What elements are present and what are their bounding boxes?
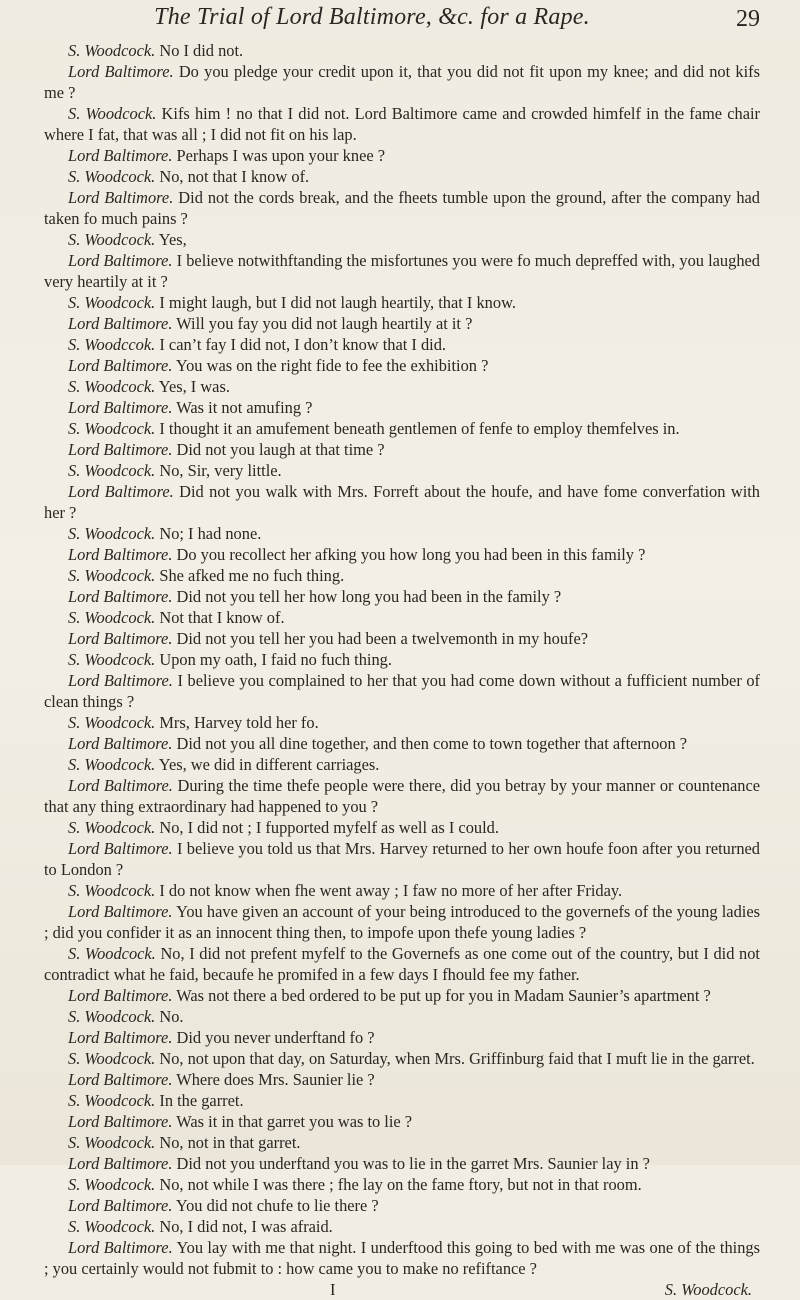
speech-text: Did not you tell her you had been a twelvemonth in my houfe? bbox=[176, 629, 589, 648]
dialogue-paragraph bbox=[44, 166, 760, 187]
speaker-name: Lord Baltimore. bbox=[68, 671, 173, 690]
speaker-name: Lord Baltimore. bbox=[68, 734, 173, 753]
dialogue-paragraph bbox=[44, 397, 760, 418]
speaker-name: S. Woodcock. bbox=[68, 167, 156, 186]
speech-text: Do you pledge your credit upon it, that you did not fit upon my knee; and did not kifs me ? bbox=[44, 62, 761, 102]
speaker-name: Lord Baltimore. bbox=[68, 356, 173, 375]
catchline bbox=[44, 1279, 760, 1300]
dialogue-paragraph bbox=[44, 985, 760, 1006]
dialogue-paragraph bbox=[44, 1237, 760, 1279]
running-head: The Trial of Lord Baltimore, &c. for a Rape. bbox=[154, 4, 590, 30]
dialogue-paragraph bbox=[44, 1132, 760, 1153]
trial-transcript bbox=[44, 40, 760, 1279]
speech-text: No. bbox=[159, 1007, 184, 1026]
speech-text: No, not while I was there ; fhe lay on the fame ftory, but not in that room. bbox=[159, 1175, 642, 1194]
speech-text: Perhaps I was upon your knee ? bbox=[176, 146, 385, 165]
dialogue-paragraph bbox=[44, 1111, 760, 1132]
dialogue-paragraph bbox=[44, 439, 760, 460]
speech-text: No, Sir, very little. bbox=[159, 461, 282, 480]
dialogue-paragraph bbox=[44, 187, 760, 229]
dialogue-paragraph bbox=[44, 103, 760, 145]
dialogue-paragraph bbox=[44, 1153, 760, 1174]
speech-text: During the time thefe people were there, did you betray by your manner or countenance that any thing extraordinary had happened to you ? bbox=[44, 776, 760, 816]
speaker-name: S. Woodcock. bbox=[68, 1049, 156, 1068]
speaker-name: Lord Baltimore. bbox=[68, 1112, 173, 1131]
dialogue-paragraph bbox=[44, 334, 760, 355]
page-number: 29 bbox=[736, 6, 760, 32]
dialogue-paragraph bbox=[44, 460, 760, 481]
speech-text: Upon my oath, I faid no fuch thing. bbox=[159, 650, 392, 669]
dialogue-paragraph bbox=[44, 712, 760, 733]
speaker-name: S. Woodcock. bbox=[68, 41, 156, 60]
dialogue-paragraph bbox=[44, 1216, 760, 1237]
dialogue-paragraph bbox=[44, 754, 760, 775]
speech-text: Was not there a bed ordered to be put up for you in Madam Saunier’s apartment ? bbox=[176, 986, 711, 1005]
speech-text: Mrs, Harvey told her fo. bbox=[159, 713, 319, 732]
speaker-name: S. Woodcock. bbox=[68, 419, 156, 438]
speech-text: Did not the cords break, and the fheets tumble upon the ground, after the company had taken fo much pains ? bbox=[44, 188, 760, 228]
speech-text: No; I had none. bbox=[159, 524, 262, 543]
speaker-name: Lord Baltimore. bbox=[68, 146, 173, 165]
dialogue-paragraph bbox=[44, 1174, 760, 1195]
catchword: S. Woodcock. bbox=[664, 1280, 752, 1299]
speaker-name: S. Woodcock. bbox=[68, 230, 156, 249]
speech-text: You was on the right fide to fee the exhibition ? bbox=[175, 356, 489, 375]
speaker-name: Lord Baltimore. bbox=[68, 1196, 173, 1215]
speech-text: She afked me no fuch thing. bbox=[159, 566, 345, 585]
dialogue-paragraph bbox=[44, 901, 760, 943]
speech-text: Did not you underftand you was to lie in the garret Mrs. Saunier lay in ? bbox=[176, 1154, 650, 1173]
speech-text: Will you fay you did not laugh heartily at it ? bbox=[176, 314, 473, 333]
dialogue-paragraph bbox=[44, 628, 760, 649]
speaker-name: Lord Baltimore. bbox=[68, 1028, 173, 1047]
dialogue-paragraph bbox=[44, 1027, 760, 1048]
speech-text: Kifs him ! no that I did not. Lord Baltimore came and crowded himfelf in the fame chair where I fat, that was all ; I did not fit on his lap. bbox=[44, 104, 760, 144]
dialogue-paragraph bbox=[44, 481, 760, 523]
dialogue-paragraph bbox=[44, 229, 760, 250]
speech-text: Did not you all dine together, and then come to town together that afternoon ? bbox=[176, 734, 688, 753]
speech-text: Did not you tell her how long you had been in the family ? bbox=[176, 587, 562, 606]
speaker-name: Lord Baltimore. bbox=[68, 314, 173, 333]
speech-text: Yes, I was. bbox=[158, 377, 230, 396]
dialogue-paragraph bbox=[44, 313, 760, 334]
speech-text: I might laugh, but I did not laugh heartily, that I know. bbox=[159, 293, 516, 312]
dialogue-paragraph bbox=[44, 607, 760, 628]
speaker-name: S. Woodcock. bbox=[68, 293, 156, 312]
speech-text: Was it in that garret you was to lie ? bbox=[176, 1112, 413, 1131]
speech-text: I do not know when fhe went away ; I faw no more of her after Friday. bbox=[159, 881, 623, 900]
speech-text: I can’t fay I did not, I don’t know that I did. bbox=[159, 335, 446, 354]
dialogue-paragraph bbox=[44, 145, 760, 166]
speaker-name: S. Woodcock. bbox=[68, 1217, 156, 1236]
dialogue-paragraph bbox=[44, 355, 760, 376]
dialogue-paragraph bbox=[44, 943, 760, 985]
dialogue-paragraph bbox=[44, 649, 760, 670]
speech-text: I believe you told us that Mrs. Harvey returned to her own houfe foon after you returned to London ? bbox=[44, 839, 760, 879]
speaker-name: Lord Baltimore. bbox=[68, 1238, 173, 1257]
speech-text: No, I did not prefent myfelf to the Governefs as one come out of the country, but I did not contradict what he faid, becaufe he promifed in a few days I fhould fee my father. bbox=[44, 944, 760, 984]
speaker-name: Lord Baltimore. bbox=[68, 587, 173, 606]
dialogue-paragraph bbox=[44, 418, 760, 439]
speech-text: In the garret. bbox=[159, 1091, 244, 1110]
speech-text: Do you recollect her afking you how long you had been in this family ? bbox=[176, 545, 646, 564]
dialogue-paragraph bbox=[44, 670, 760, 712]
speaker-name: Lord Baltimore. bbox=[68, 839, 173, 858]
dialogue-paragraph bbox=[44, 1090, 760, 1111]
signature-mark: I bbox=[330, 1280, 336, 1299]
speaker-name: Lord Baltimore. bbox=[68, 1154, 173, 1173]
speech-text: You have given an account of your being introduced to the governefs of the young ladies ; did you confider it as an innocent thing then, to impofe upon thefe young ladies ? bbox=[44, 902, 760, 942]
speech-text: You did not chufe to lie there ? bbox=[175, 1196, 379, 1215]
speaker-name: S. Woodcock. bbox=[68, 1007, 156, 1026]
speaker-name: S. Woodcock. bbox=[68, 755, 156, 774]
speaker-name: Lord Baltimore. bbox=[68, 188, 174, 207]
speaker-name: S. Woodccok. bbox=[68, 335, 156, 354]
dialogue-paragraph bbox=[44, 1195, 760, 1216]
speaker-name: S. Woodcock. bbox=[68, 608, 156, 627]
speaker-name: S. Woodcock. bbox=[68, 1175, 156, 1194]
dialogue-paragraph bbox=[44, 1069, 760, 1090]
speech-text: No, I did not ; I fupported myfelf as well as I could. bbox=[159, 818, 499, 837]
dialogue-paragraph bbox=[44, 775, 760, 817]
speaker-name: Lord Baltimore. bbox=[68, 62, 174, 81]
speaker-name: Lord Baltimore. bbox=[68, 776, 173, 795]
speaker-name: S. Woodcock. bbox=[68, 1133, 156, 1152]
speech-text: Did you never underftand fo ? bbox=[176, 1028, 375, 1047]
speech-text: Where does Mrs. Saunier lie ? bbox=[176, 1070, 375, 1089]
speaker-name: S. Woodcock. bbox=[68, 566, 156, 585]
dialogue-paragraph bbox=[44, 61, 760, 103]
speech-text: Did not you laugh at that time ? bbox=[176, 440, 385, 459]
speaker-name: S. Woodcock. bbox=[68, 104, 157, 123]
speech-text: Yes, we did in different carriages. bbox=[158, 755, 380, 774]
speaker-name: S. Woodcock. bbox=[68, 713, 156, 732]
speaker-name: Lord Baltimore. bbox=[68, 902, 173, 921]
dialogue-paragraph bbox=[44, 565, 760, 586]
speaker-name: S. Woodcock. bbox=[68, 650, 156, 669]
dialogue-paragraph bbox=[44, 250, 760, 292]
speech-text: Was it not amufing ? bbox=[176, 398, 313, 417]
speech-text: No, not that I know of. bbox=[159, 167, 310, 186]
speaker-name: S. Woodcock. bbox=[68, 461, 156, 480]
page-header bbox=[44, 0, 760, 40]
dialogue-paragraph bbox=[44, 376, 760, 397]
speech-text: I thought it an amufement beneath gentlemen of fenfe to employ themfelves in. bbox=[159, 419, 680, 438]
dialogue-paragraph bbox=[44, 733, 760, 754]
speaker-name: S. Woodcock. bbox=[68, 377, 156, 396]
speech-text: Yes, bbox=[158, 230, 187, 249]
dialogue-paragraph bbox=[44, 523, 760, 544]
speech-text: I believe you complained to her that you had come down without a fufficient number of clean things ? bbox=[44, 671, 760, 711]
speech-text: No, not in that garret. bbox=[159, 1133, 301, 1152]
dialogue-paragraph bbox=[44, 1048, 760, 1069]
speaker-name: S. Woodcock. bbox=[68, 944, 156, 963]
speaker-name: S. Woodcock. bbox=[68, 524, 156, 543]
dialogue-paragraph bbox=[44, 544, 760, 565]
speech-text: Did not you walk with Mrs. Forreft about the houfe, and have fome converfation with her ? bbox=[44, 482, 760, 522]
dialogue-paragraph bbox=[44, 586, 760, 607]
speech-text: No, not upon that day, on Saturday, when Mrs. Griffinburg faid that I muft lie in the garret. bbox=[159, 1049, 755, 1068]
speaker-name: Lord Baltimore. bbox=[68, 1070, 173, 1089]
speaker-name: Lord Baltimore. bbox=[68, 986, 173, 1005]
speech-text: You lay with me that night. I underftood this going to bed with me was one of the things ; you certainly would not fubmit to : how came you to make no refiftance ? bbox=[44, 1238, 760, 1278]
speaker-name: Lord Baltimore. bbox=[68, 482, 174, 501]
dialogue-paragraph bbox=[44, 1006, 760, 1027]
speech-text: I believe notwithftanding the misfortunes you were fo much depreffed with, you laughed very heartily at it ? bbox=[44, 251, 760, 291]
speaker-name: Lord Baltimore. bbox=[68, 440, 173, 459]
dialogue-paragraph bbox=[44, 292, 760, 313]
speech-text: No I did not. bbox=[159, 41, 244, 60]
speaker-name: Lord Baltimore. bbox=[68, 251, 173, 270]
dialogue-paragraph bbox=[44, 40, 760, 61]
dialogue-paragraph bbox=[44, 817, 760, 838]
speech-text: Not that I know of. bbox=[159, 608, 285, 627]
speaker-name: Lord Baltimore. bbox=[68, 398, 173, 417]
dialogue-paragraph bbox=[44, 838, 760, 880]
speaker-name: Lord Baltimore. bbox=[68, 545, 173, 564]
speaker-name: S. Woodcock. bbox=[68, 881, 156, 900]
speaker-name: S. Woodcock. bbox=[68, 1091, 156, 1110]
dialogue-paragraph bbox=[44, 880, 760, 901]
speaker-name: Lord Baltimore. bbox=[68, 629, 173, 648]
speaker-name: S. Woodcock. bbox=[68, 818, 156, 837]
speech-text: No, I did not, I was afraid. bbox=[159, 1217, 333, 1236]
